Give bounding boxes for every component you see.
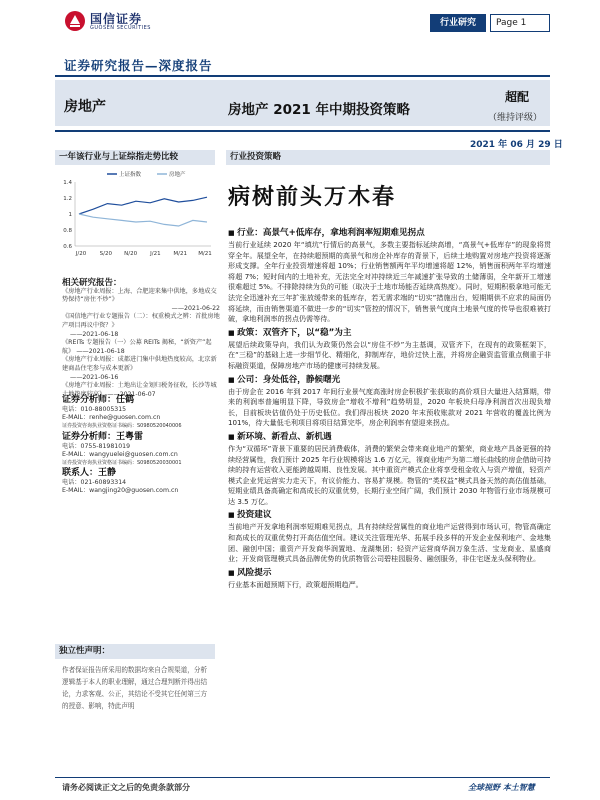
analyst-list bbox=[62, 394, 220, 496]
title-divider bbox=[55, 130, 550, 132]
section-title-new-opportunities: ■ 新环境、新看点、新机遇 bbox=[228, 431, 551, 444]
footer-disclaimer: 请务必阅读正文之后的免责条款部分 bbox=[62, 783, 190, 792]
research-item: 《REITs 专题报告（一）公募 REITs 揭秘，“新资产”起航》 ——2021-06-18 bbox=[62, 339, 212, 355]
section-title-policy: ■ 政策：双管齐下，以“稳”为主 bbox=[228, 327, 551, 340]
section-text-company: 由于房企在 2016 年到 2017 年间行业景气度高涨时房企积极扩张获取的高价项目大量进入结算期，带来的利润率普遍明显下降，导致房企“增收不增利”趋势明显，2020 年板块归母净利润首次出现负增长，目前板块估值仍处于历史低位。我们得出板块 2020 年末预收账款对 2021 年营收的覆盖比例为 101%，待大量低毛利项目将项目结算完毕，房企利润率有望迎来拐点。 bbox=[228, 386, 551, 428]
chart-heading: 一年该行业与上证综指走势比较 bbox=[55, 150, 215, 165]
independence-statement: 作者保证报告所采用的数据均来自合规渠道，分析逻辑基于本人的职业理解，通过合理判断并得出结论，力求客观、公正，其结论不受其它任何第三方的授意、影响，特此声明 bbox=[62, 666, 208, 710]
research-item: 《房地产行业周报：上海、合肥迎来集中供地，多地成交势保持“房住不炒”》 bbox=[62, 287, 217, 304]
y-tick-label: 0.8 bbox=[63, 228, 72, 234]
brand-name: 国信证券 bbox=[90, 12, 143, 26]
analyst-name: 王粤雷 bbox=[116, 431, 144, 442]
contact-role: 联系人： bbox=[62, 468, 99, 479]
series-line-1 bbox=[79, 197, 207, 214]
rating: 超配 bbox=[505, 90, 530, 104]
x-tick-label: N/20 bbox=[124, 251, 138, 257]
legend-label: 房地产 bbox=[169, 172, 186, 178]
header-divider bbox=[55, 75, 550, 77]
research-item-date: ——2021-06-18 bbox=[70, 330, 119, 338]
analyst-email: E-MAIL：wangyuelei@guosen.com.cn bbox=[62, 450, 178, 458]
contact-name: 王静 bbox=[98, 468, 117, 479]
analyst-name: 任鹤 bbox=[116, 395, 135, 405]
x-tick-label: M/21 bbox=[173, 251, 188, 257]
contact-email: E-MAIL：wangjing20@guosen.com.cn bbox=[62, 487, 179, 495]
research-item-date: ——2021-06-16 bbox=[70, 373, 119, 381]
related-research-title: 相关研究报告： bbox=[62, 278, 122, 288]
analyst-entry bbox=[62, 394, 220, 406]
brand-subtitle: GUOSEN SECURITIES bbox=[90, 25, 151, 31]
analyst-phone: 电话：0755-81981019 bbox=[62, 442, 131, 450]
contact-entry bbox=[62, 467, 220, 479]
section-heading: 行业投资策略 bbox=[230, 152, 282, 162]
analyst-role: 证券分析师： bbox=[62, 395, 117, 405]
related-research bbox=[62, 279, 220, 399]
brand-logo-icon bbox=[64, 10, 86, 32]
research-item: 《国信地产行业专题报告（二）：权重模式之辨：首批房地产项目再议中资？》 bbox=[62, 313, 220, 329]
analyst-phone: 电话：010-88005315 bbox=[62, 406, 127, 413]
trend-chart bbox=[55, 168, 215, 260]
analyst-email: E-MAIL：renhe@guosen.com.cn bbox=[62, 414, 161, 422]
report-title: 房地产 2021 年中期投资策略 bbox=[228, 102, 410, 118]
report-body bbox=[228, 225, 551, 590]
analyst-role: 证券分析师： bbox=[62, 431, 117, 442]
research-item-date: ——2021-06-22 bbox=[171, 304, 220, 312]
section-text-investment: 当前地产开发拿地利润率短期难见拐点，具有持续经营属性的商业地产运营得到市场认可，物管高确定和高成长的双重优势打开高估值空间。建议关注管理光华、拓展手段多样的开发企业保利地产、金地集团、融创中国；重资产开发商华润置地、龙湖集团；轻资产运营商华润万象生活、宝龙商业、星盛商业；开发商管理模式具备品牌优势的优质物管公司碧桂园服务、融创服务，非住宅逐龙头保利物业。 bbox=[228, 522, 551, 564]
analyst-cert: 证券投资咨询执业资格证书编码：S0980520030001 bbox=[62, 460, 182, 467]
industry-name: 房地产 bbox=[64, 99, 106, 115]
y-tick-label: 1.4 bbox=[63, 180, 72, 186]
y-tick-label: 1 bbox=[68, 212, 72, 218]
rating-note: （维持评级） bbox=[488, 113, 543, 123]
independence-heading: 独立性声明： bbox=[55, 644, 215, 659]
x-tick-label: S/20 bbox=[99, 251, 112, 257]
x-tick-label: M/21 bbox=[198, 251, 212, 257]
section-text-new-opportunities: 作为“双循环”背景下重要的居民消费载体，消费的繁荣会带来商业地产的繁荣，商业地产具备更强的持续经营属性，我们预计 2025 年行业规模将达 1.6 万亿元，视商业地产为第二增长曲线的房企借助可持续的持有运营收入更能跨越周期、良性发展。其中重资产模式企业将享受租金收入与资产增值，轻资产模式企业凭运营实力走天下，有议价能力、容易扩规模。物管的“类权益”模式具备天然的高估值基础，短期业绩具备高确定和高成长的双重优势，长期行业空间广阔，我们预计 2030 年物管行业市场规模可达 3.5 万亿。 bbox=[228, 443, 551, 506]
research-item: 《房地产行业周报：土地出让金划归税务征收，长沙等城土地热度较高》 ——2021-06-07 bbox=[62, 382, 217, 398]
report-category-tag: 行业研究 bbox=[430, 14, 486, 32]
contact-phone: 电话：021-60893314 bbox=[62, 479, 127, 487]
page-number: Page 1 bbox=[490, 14, 550, 32]
section-text-policy: 展望后续政策导向，我们认为政策仍然会以“房住不炒”为主基调，双管齐下，在现有的政策框架下，在“三稳”的基础上进一步细节化、精细化，抑制库存，地价过快上涨，并将房企融资监管重点侧重于非标融资渠道，保障房地产市场的健康可持续发展。 bbox=[228, 339, 551, 370]
report-type-label: 证券研究报告—深度报告 bbox=[64, 58, 213, 73]
section-heading-bar bbox=[226, 150, 550, 165]
research-item: 《房地产行业周报：成都进门集中供地热度较高，北京新建商品住宅参与成本更新》 bbox=[62, 356, 217, 372]
section-text-risk: 行业基本面超预期下行，政策超预期趋严。 bbox=[228, 579, 363, 589]
y-tick-label: 0.6 bbox=[63, 244, 72, 250]
section-title-risk: ■ 风险提示 bbox=[228, 567, 551, 580]
section-title-company: ■ 公司：身处低谷，静候曙光 bbox=[228, 374, 551, 387]
section-title-investment: ■ 投资建议 bbox=[228, 509, 551, 522]
analyst-cert: 证券投资咨询执业资格证书编码：S0980520040006 bbox=[62, 423, 182, 430]
x-tick-label: J/20 bbox=[75, 251, 87, 257]
legend-label: 上证指数 bbox=[119, 172, 142, 178]
section-title-industry: ■ 行业：高景气+低库存，拿地利润率短期难见拐点 bbox=[228, 227, 551, 240]
analyst-entry bbox=[62, 431, 220, 443]
section-text-industry: 当前行业延续 2020 年“填坑”行情后的高景气，多数主要指标延续高增，“高景气+低库存”的现象将贯穿全年。展望全年，在持续超预期的高景气和房企补库存的背景下，后续土地购置对房地产投资将逐渐形成支撑。全年行业投资增速将超 10%；行业销售额两年平均增速将超 12%，销售面积两年平均增速将超 7%；短时间内的土地补充，无法完全对冲持续近三年减速扩张导致的土储薄弱，全年新开工增速很难超过 5%。不排除持续为负的可能（取决于土地市场能否延续高热度）。同时，短期积极拿地可能无法完全迅速补充三年扩张放缓带来的低库存，若无需求端的“切实”措施出台，短期期供不应求的局面仍将延续，而由销售渠道不做进一步的“切实”管控的情况下，销售景气度向土地景气度的传导也很难被打破，拿地利润率的拐点仍需等待。 bbox=[228, 240, 551, 324]
series-line-2 bbox=[79, 214, 207, 226]
x-tick-label: J/21 bbox=[150, 251, 161, 257]
headline: 病树前头万木春 bbox=[228, 185, 397, 210]
footer-slogan: 全球视野 本土智慧 bbox=[468, 783, 535, 792]
footer-divider bbox=[55, 777, 550, 778]
y-tick-label: 1.2 bbox=[63, 196, 72, 202]
report-date: 2021 年 06 月 29 日 bbox=[470, 140, 563, 150]
